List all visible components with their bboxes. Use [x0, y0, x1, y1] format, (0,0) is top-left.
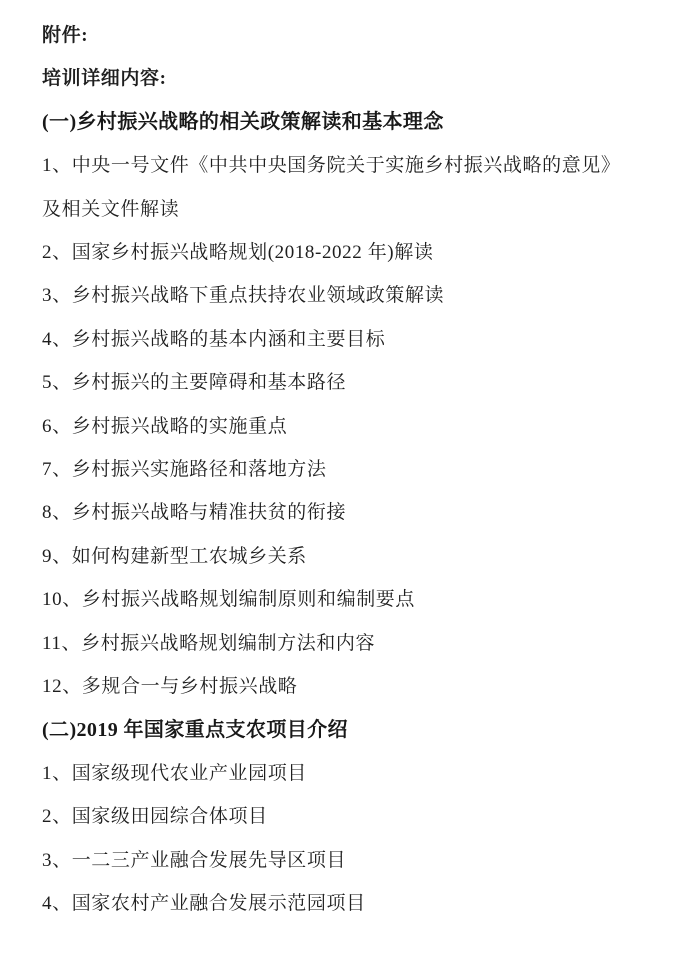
list-item: 5、乡村振兴的主要障碍和基本路径: [42, 372, 347, 394]
content-title: 培训详细内容:: [42, 68, 167, 90]
list-item: 7、乡村振兴实施路径和落地方法: [42, 459, 327, 481]
list-item: 3、乡村振兴战略下重点扶持农业领域政策解读: [42, 285, 445, 307]
list-item: 4、乡村振兴战略的基本内涵和主要目标: [42, 328, 386, 350]
attachment-label: 附件:: [42, 25, 89, 46]
list-item: 8、乡村振兴战略与精准扶贫的衔接: [42, 502, 347, 524]
list-item: 11、乡村振兴战略规划编制方法和内容: [42, 632, 376, 654]
list-item: 2、国家乡村振兴战略规划(2018-2022 年)解读: [42, 242, 434, 264]
list-item: 3、一二三产业融合发展先导区项目: [42, 849, 347, 871]
section-2-heading: (二)2019 年国家重点支农项目介绍: [42, 718, 348, 741]
list-item: 1、中央一号文件《中共中央国务院关于实施乡村振兴战略的意见》: [42, 155, 621, 177]
list-item: 10、乡村振兴战略规划编制原则和编制要点: [42, 589, 416, 611]
list-item: 6、乡村振兴战略的实施重点: [42, 415, 288, 437]
list-item: 12、多规合一与乡村振兴战略: [42, 676, 298, 698]
list-item: 1、国家级现代农业产业园项目: [42, 762, 307, 784]
list-item: 2、国家级田园综合体项目: [42, 806, 268, 828]
list-item: 9、如何构建新型工农城乡关系: [42, 545, 307, 567]
list-item-continuation: 及相关文件解读: [42, 198, 180, 220]
section-1-heading: (一)乡村振兴战略的相关政策解读和基本理念: [42, 110, 444, 133]
list-item: 4、国家农村产业融合发展示范园项目: [42, 893, 366, 915]
